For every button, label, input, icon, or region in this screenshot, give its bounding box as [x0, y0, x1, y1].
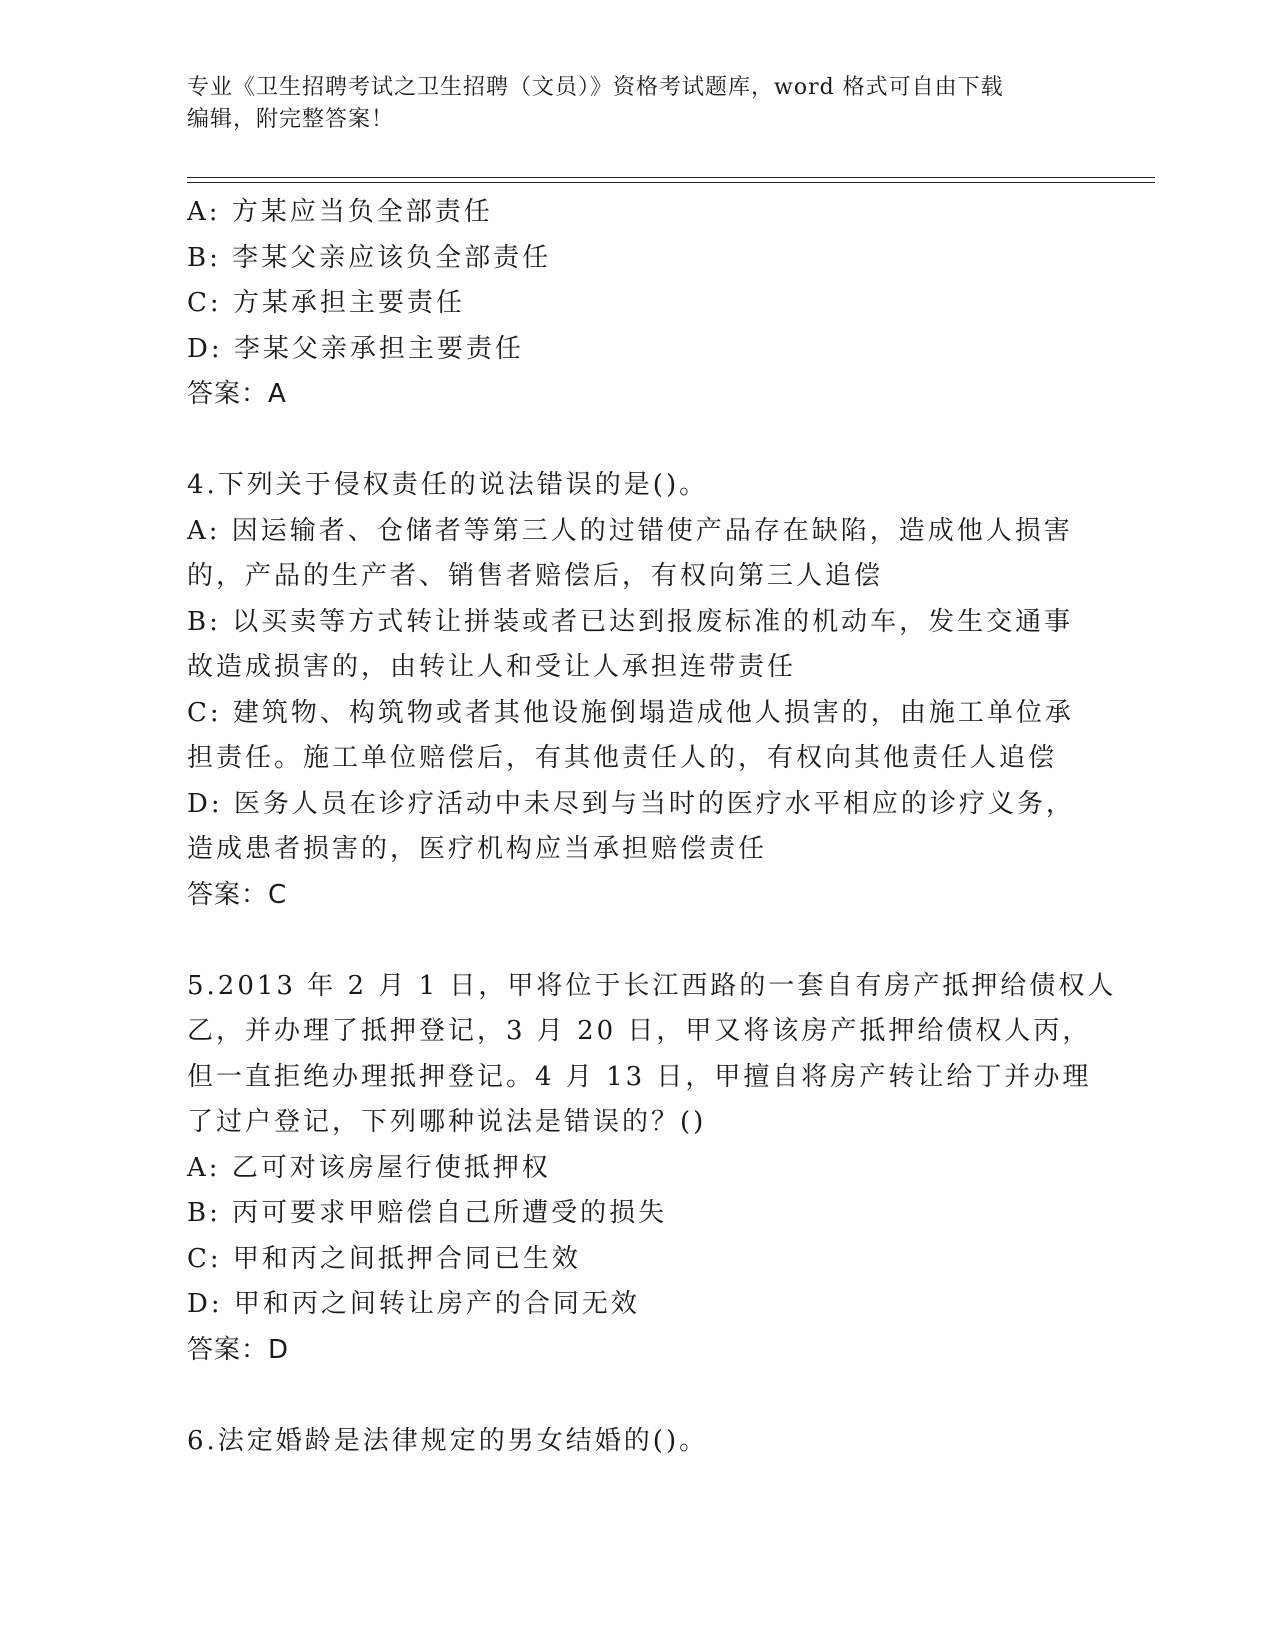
q3-answer: 答案：A: [187, 379, 287, 409]
q5-option-a: A: 乙可对该房屋行使抵押权: [187, 1152, 551, 1183]
q4-option-c-line-1: C: 建筑物、构筑物或者其他设施倒塌造成他人损害的，由施工单位承: [187, 697, 1074, 728]
q5-option-b: B: 丙可要求甲赔偿自己所遭受的损失: [187, 1198, 668, 1228]
q4-option-b-line-2: 故造成损害的，由转让人和受让人承担连带责任: [187, 652, 797, 682]
q3-option-a: A: 方某应当负全部责任: [187, 197, 493, 227]
q3-option-b: B: 李某父亲应该负全部责任: [187, 242, 552, 273]
document-header: [187, 72, 1067, 136]
question-6-block: [187, 1419, 1087, 1465]
question-4-block: [187, 463, 1087, 918]
q3-option-c: C: 方某承担主要责任: [187, 288, 465, 318]
question-body: [187, 190, 1117, 1464]
q5-question-line-3: 但一直拒绝办理抵押登记。4 月 13 日，甲擅自将房产转让给丁并办理: [187, 1061, 1092, 1092]
spacer: [187, 1373, 1087, 1419]
header-line-1: 专业《卫生招聘考试之卫生招聘（文员）》资格考试题库，word 格式可自由下载: [187, 75, 1004, 100]
header-divider-top: [187, 177, 1155, 178]
q6-question: 6.法定婚龄是法律规定的男女结婚的()。: [187, 1425, 709, 1456]
q4-option-d-line-2: 造成患者损害的，医疗机构应当承担赔偿责任: [187, 834, 768, 864]
spacer: [187, 418, 1087, 464]
header-line-2: 编辑，附完整答案！: [187, 107, 395, 132]
question-5-block: [187, 964, 1117, 1374]
q5-option-d: D: 甲和丙之间转让房产的合同无效: [187, 1289, 640, 1319]
question-3-block: [187, 190, 1087, 418]
q5-question-line-1: 5.2013 年 2 月 1 日，甲将位于长江西路的一套自有房产抵押给债权人: [187, 970, 1117, 1001]
q5-answer: 答案：D: [187, 1334, 290, 1365]
q4-option-b-line-1: B: 以买卖等方式转让拼装或者已达到报废标准的机动车，发生交通事: [187, 606, 1074, 637]
q5-question-line-2: 乙，并办理了抵押登记，3 月 20 日，甲又将该房产抵押给债权人丙，: [187, 1016, 1092, 1046]
q4-question: 4.下列关于侵权责任的说法错误的是()。: [187, 470, 709, 500]
q4-option-a-line-1: A: 因运输者、仓储者等第三人的过错使产品存在缺陷，造成他人损害: [187, 515, 1073, 546]
q4-answer: 答案：C: [187, 879, 288, 910]
q5-option-c: C: 甲和丙之间抵押合同已生效: [187, 1243, 581, 1274]
spacer: [187, 918, 1087, 964]
q4-option-a-line-2: 的，产品的生产者、销售者赔偿后，有权向第三人追偿: [187, 561, 884, 591]
q4-option-d-line-1: D: 医务人员在诊疗活动中未尽到与当时的医疗水平相应的诊疗义务，: [187, 788, 1075, 819]
q4-option-c-line-2: 担责任。施工单位赔偿后，有其他责任人的，有权向其他责任人追偿: [187, 743, 1058, 773]
q5-question-line-4: 了过户登记，下列哪种说法是错误的？(): [187, 1107, 707, 1137]
header-divider-bottom: [187, 182, 1155, 183]
q3-option-d: D: 李某父亲承担主要责任: [187, 333, 524, 364]
